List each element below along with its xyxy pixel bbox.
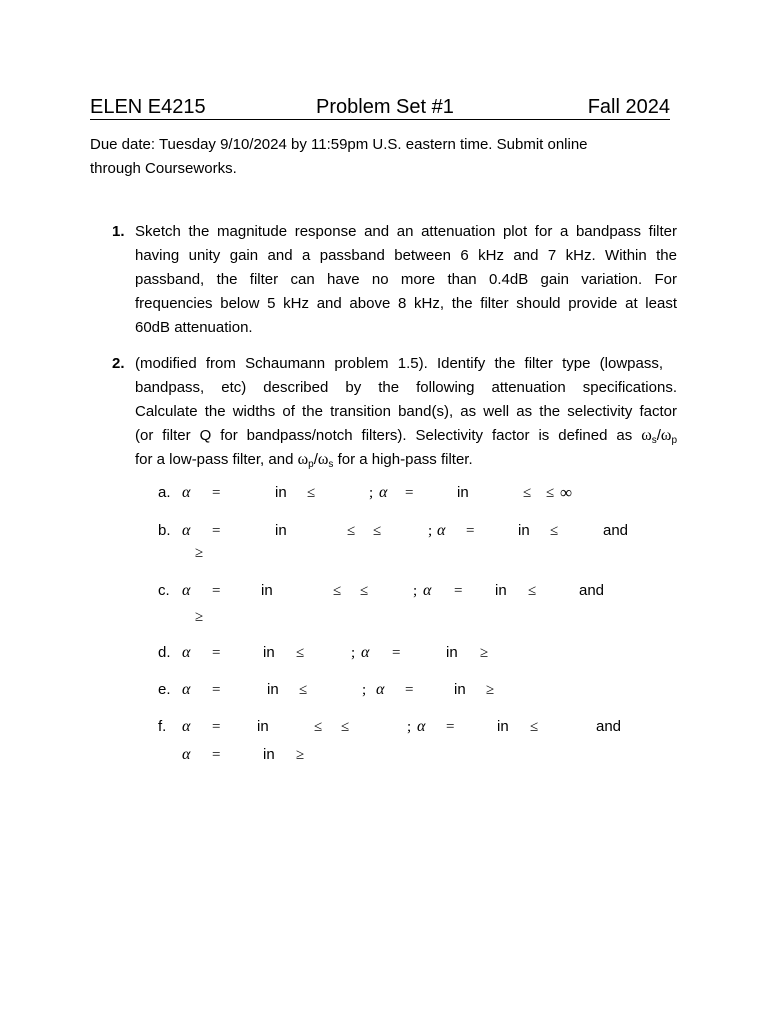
alpha-symbol: α <box>182 681 191 698</box>
leq-sign: ≤ <box>333 583 342 599</box>
course-code: ELEN E4215 <box>90 96 206 118</box>
part-label: e. <box>158 681 171 698</box>
equals-sign: = <box>212 747 221 763</box>
problem-number: 2. <box>112 355 125 372</box>
line-text: for a high-pass filter. <box>337 451 473 468</box>
alpha-symbol: α <box>361 644 370 661</box>
due-date-line: Due date: Tuesday 9/10/2024 by 11:59pm U.S. eastern time. Submit online <box>90 136 588 153</box>
in-text: in <box>495 582 507 599</box>
leq-sign: ≤ <box>523 485 532 501</box>
subscript: p <box>671 435 678 446</box>
part-a-row <box>0 481 768 505</box>
geq-sign: ≥ <box>195 545 204 561</box>
header-underline <box>90 119 670 120</box>
omega-symbol: ω <box>297 451 309 468</box>
equals-sign: = <box>405 485 414 501</box>
part-label: f. <box>158 718 167 735</box>
problem-text-line: Sketch the magnitude response and an attenuation plot for a bandpass filter <box>135 223 677 240</box>
alpha-symbol: α <box>182 484 191 501</box>
equals-sign: = <box>405 682 414 698</box>
leq-sign: ≤ <box>530 719 539 735</box>
leq-sign: ≤ <box>307 485 316 501</box>
problem-text-line: 60dB attenuation. <box>135 319 253 336</box>
equals-sign: = <box>212 485 221 501</box>
equals-sign: = <box>392 645 401 661</box>
in-text: in <box>275 484 287 501</box>
problem-text-line <box>135 448 677 474</box>
geq-sign: ≥ <box>480 645 489 661</box>
leq-sign: ≤ <box>373 523 382 539</box>
part-label: c. <box>158 582 170 599</box>
leq-sign: ≤ <box>546 485 555 501</box>
problem-text-line: passband, the filter can have no more than 0.4dB gain variation. For <box>135 271 677 288</box>
problem-text-line: frequencies below 5 kHz and above 8 kHz, the filter should provide at least <box>135 295 677 312</box>
part-label: d. <box>158 644 171 661</box>
leq-sign: ≤ <box>296 645 305 661</box>
alpha-symbol: α <box>182 582 191 599</box>
equals-sign: = <box>212 719 221 735</box>
part-f-continuation <box>0 743 768 767</box>
alpha-symbol: α <box>417 718 426 735</box>
subscript: p <box>308 459 314 470</box>
part-d-row <box>0 641 768 665</box>
equals-sign: = <box>466 523 475 539</box>
part-b-row <box>0 519 768 543</box>
problem-text-line: having unity gain and a passband between 6 kHz and 7 kHz. Within the <box>135 247 677 264</box>
part-label: a. <box>158 484 171 501</box>
in-text: in <box>446 644 458 661</box>
leq-sign: ≤ <box>314 719 323 735</box>
part-c-row <box>0 579 768 603</box>
geq-sign: ≥ <box>195 609 204 625</box>
alpha-symbol: α <box>437 522 446 539</box>
geq-sign: ≥ <box>296 747 305 763</box>
alpha-symbol: α <box>182 718 191 735</box>
in-text: in <box>263 746 275 763</box>
part-f-row <box>0 715 768 739</box>
alpha-symbol: α <box>423 582 432 599</box>
equals-sign: = <box>212 583 221 599</box>
omega-symbol: ω <box>641 427 652 444</box>
ratio-slash: / <box>313 451 318 468</box>
equals-sign: = <box>212 645 221 661</box>
and-text: and <box>579 582 605 599</box>
term-label: Fall 2024 <box>587 96 670 118</box>
geq-sign: ≥ <box>486 682 495 698</box>
line-text: for a low-pass filter, and <box>135 451 294 468</box>
alpha-symbol: α <box>182 644 191 661</box>
and-text: and <box>596 718 622 735</box>
equals-sign: = <box>446 719 455 735</box>
and-text: and <box>603 522 629 539</box>
alpha-symbol: α <box>376 681 385 698</box>
in-text: in <box>275 522 287 539</box>
problem-text-line: bandpass, etc) described by the following attenuation specifications. <box>135 379 677 396</box>
in-text: in <box>457 484 469 501</box>
problem-text-line <box>135 424 677 450</box>
part-e-row <box>0 678 768 702</box>
part-b-continuation <box>0 541 768 565</box>
alpha-symbol: α <box>182 522 191 539</box>
semicolon: ; <box>369 485 374 501</box>
equals-sign: = <box>212 523 221 539</box>
part-label: b. <box>158 522 171 539</box>
omega-ratio <box>298 451 334 468</box>
in-text: in <box>261 582 273 599</box>
problem-number: 1. <box>112 223 125 240</box>
in-text: in <box>263 644 275 661</box>
leq-sign: ≤ <box>299 682 308 698</box>
equals-sign: = <box>454 583 463 599</box>
leq-sign: ≤ <box>341 719 350 735</box>
semicolon: ; <box>362 682 367 698</box>
in-text: in <box>497 718 509 735</box>
semicolon: ; <box>351 645 356 661</box>
in-text: in <box>454 681 466 698</box>
in-text: in <box>267 681 279 698</box>
subscript: s <box>328 459 334 470</box>
problem-set-title: Problem Set #1 <box>316 96 454 118</box>
alpha-symbol: α <box>379 484 388 501</box>
omega-symbol: ω <box>317 451 329 468</box>
due-date-line: through Courseworks. <box>90 160 237 177</box>
in-text: in <box>518 522 530 539</box>
leq-sign: ≤ <box>528 583 537 599</box>
leq-sign: ≤ <box>360 583 369 599</box>
omega-symbol: ω <box>660 427 672 444</box>
part-c-continuation <box>0 605 768 629</box>
equals-sign: = <box>212 682 221 698</box>
subscript: s <box>651 435 657 446</box>
semicolon: ; <box>413 583 418 599</box>
in-text: in <box>257 718 269 735</box>
leq-sign: ≤ <box>550 523 559 539</box>
semicolon: ; <box>428 523 433 539</box>
infinity-sign: ∞ <box>560 483 573 502</box>
omega-ratio <box>641 427 677 444</box>
leq-sign: ≤ <box>347 523 356 539</box>
semicolon: ; <box>407 719 412 735</box>
problem-text-line: Calculate the widths of the transition band(s), as well as the selectivity factor <box>135 403 677 420</box>
problem-text-line: (modified from Schaumann problem 1.5). Identify the filter type (lowpass, <box>135 355 663 372</box>
ratio-slash: / <box>656 427 661 444</box>
line-text: (or filter Q for bandpass/notch filters). Selectivity factor is defined as <box>135 427 633 444</box>
alpha-symbol: α <box>182 746 191 763</box>
